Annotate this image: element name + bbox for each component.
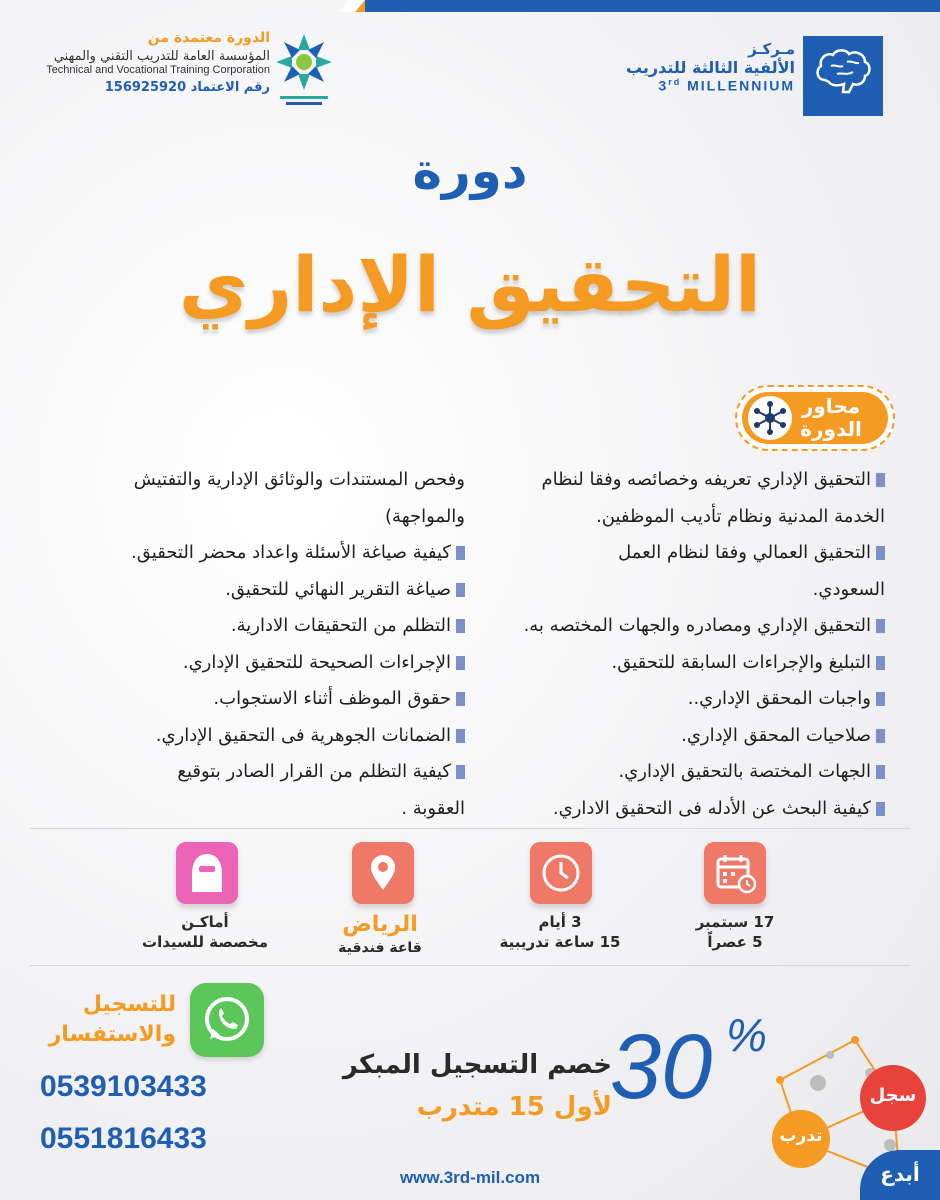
discount-condition: لأول 15 متدرب	[416, 1092, 612, 1122]
bullet-icon	[876, 656, 885, 670]
clock-icon	[530, 842, 592, 904]
accreditation-org-ar: المؤسسة العامة للتدريب التقني والمهني	[53, 49, 270, 64]
calendar-icon	[704, 842, 766, 904]
topic-item	[480, 535, 885, 572]
topic-text: التظلم من التحقيقات الادارية.	[230, 615, 451, 636]
topic-item	[480, 681, 885, 718]
topic-text: الجهات المختصة بالتحقيق الإداري.	[618, 761, 871, 782]
duration-info	[485, 912, 635, 952]
topic-text: كيفية البحث عن الأدله فى التحقيق الاداري.	[552, 797, 871, 819]
axes-label-line1: محاور	[801, 394, 861, 418]
topic-text: السعودي.	[812, 578, 885, 600]
duration-hours: 15 ساعة تدريبية	[499, 933, 621, 951]
contact-label-line2: والاستفسار	[48, 1022, 176, 1047]
bullet-icon	[456, 765, 465, 779]
location-pin-icon	[352, 842, 414, 904]
topic-text: الضمانات الجوهرية فى التحقيق الإداري.	[155, 724, 451, 746]
center-name-en-rest: MILLENNIUM	[681, 77, 795, 94]
topic-text: التحقيق العمالي وفقا لنظام العمل	[618, 542, 871, 563]
center-name-en-sup: rd	[668, 77, 682, 87]
duration-days: 3 أيام	[538, 913, 582, 931]
topic-item	[60, 499, 465, 536]
topics-left-column	[60, 462, 465, 827]
topic-item	[480, 645, 885, 682]
contact-label-line1: للتسجيل	[82, 992, 176, 1017]
brain-logo-icon	[803, 36, 883, 116]
topic-item	[60, 791, 465, 828]
bullet-icon	[456, 692, 465, 706]
bullet-icon	[876, 802, 885, 816]
center-name-en-num: 3	[658, 77, 669, 94]
topic-text: التبليغ والإجراءات السابقة للتحقيق.	[611, 651, 871, 673]
accreditation-number: رقم الاعتماد 156925920	[104, 80, 270, 95]
accreditation-block	[30, 30, 270, 95]
bullet-icon	[876, 546, 885, 560]
location-hall: قاعة فندقية	[338, 940, 422, 956]
topic-text: الإجراءات الصحيحة للتحقيق الإداري.	[182, 651, 451, 673]
topic-item	[60, 535, 465, 572]
center-name-block	[600, 40, 795, 94]
top-bar-blue	[365, 0, 940, 12]
course-title: التحقيق الإداري	[178, 240, 762, 329]
woman-icon	[176, 842, 238, 904]
topic-text: وفحص المستندات والوثائق الإدارية والتفتيش	[133, 469, 465, 490]
train-node	[772, 1110, 830, 1168]
topic-item	[480, 718, 885, 755]
topic-item	[480, 608, 885, 645]
divider	[30, 965, 910, 966]
topics-right-column	[480, 462, 885, 827]
phone-number-1[interactable]: 0539103433	[40, 1070, 207, 1103]
topic-item	[60, 754, 465, 791]
discount-percent-sign: %	[726, 1009, 767, 1061]
discount-label: خصم التسجيل المبكر	[342, 1050, 612, 1080]
topic-text: والمواجهة)	[385, 505, 465, 527]
topic-text: التحقيق الإداري تعريفه وخصائصه وفقا لنظام	[541, 469, 871, 490]
bullet-icon	[456, 656, 465, 670]
topic-item	[60, 608, 465, 645]
bullet-icon	[456, 619, 465, 633]
center-name-ar: الألفية الثالثة للتدريب	[625, 58, 795, 77]
topic-text: الخدمة المدنية ونظام تأديب الموظفين.	[596, 505, 885, 527]
date-day: 17 سبتمبر	[695, 913, 775, 931]
course-word: دورة	[412, 142, 528, 200]
topic-item	[60, 462, 465, 499]
tvtc-logo-icon	[272, 30, 336, 108]
topic-text: صياغة التقرير النهائي للتحقيق.	[225, 578, 451, 600]
course-axes-label	[786, 395, 876, 441]
discount-percent: 30	[610, 1016, 713, 1118]
create-node-label: أبدع	[880, 1162, 920, 1186]
topic-text: كيفية صياغة الأسئلة واعداد محضر التحقيق.	[131, 542, 451, 563]
topic-item	[480, 572, 885, 609]
date-info	[660, 912, 810, 952]
topic-text: كيفية التظلم من القرار الصادر بتوقيع	[177, 761, 451, 782]
topic-item	[60, 645, 465, 682]
topic-text: حقوق الموظف أثناء الاستجواب.	[213, 688, 451, 709]
register-node	[860, 1065, 926, 1131]
date-time: 5 عصراً	[707, 933, 763, 951]
accreditation-title: الدورة معتمدة من	[147, 30, 270, 46]
topic-item	[60, 572, 465, 609]
bullet-icon	[456, 546, 465, 560]
website-link[interactable]: www.3rd-mil.com	[399, 1168, 541, 1187]
topic-item	[480, 754, 885, 791]
location-info	[305, 912, 455, 958]
bullet-icon	[456, 583, 465, 597]
train-node-label: تدرب	[779, 1126, 823, 1146]
women-seats-line1: أماكـن	[181, 913, 229, 931]
bullet-icon	[876, 765, 885, 779]
topic-text: العقوبة .	[401, 797, 465, 819]
axes-label-line2: الدورة	[800, 417, 862, 441]
location-city: الرياض	[342, 912, 418, 937]
bullet-icon	[876, 619, 885, 633]
bullet-icon	[876, 692, 885, 706]
bullet-icon	[456, 729, 465, 743]
divider	[30, 828, 910, 829]
bullet-icon	[876, 729, 885, 743]
center-word: مـركـز	[748, 40, 795, 58]
topic-text: التحقيق الإداري ومصادره والجهات المختصه به.	[523, 615, 871, 636]
accreditation-org-en: Technical and Vocational Training Corporation	[46, 64, 270, 76]
topic-item	[480, 462, 885, 499]
women-seats-line2: مخصصة للسيدات	[142, 933, 268, 951]
topic-item	[480, 791, 885, 828]
bullet-icon	[876, 473, 885, 487]
women-seats-info	[130, 912, 280, 952]
topic-text: صلاحيات المحقق الإداري.	[681, 724, 871, 746]
topic-text: واجبات المحقق الإداري..	[687, 688, 871, 709]
course-axes-badge	[735, 385, 895, 451]
contact-label	[40, 990, 176, 1050]
topic-item	[60, 718, 465, 755]
topic-item	[480, 499, 885, 536]
center-name-en	[600, 77, 795, 94]
whatsapp-icon[interactable]	[190, 983, 264, 1057]
topic-item	[60, 681, 465, 718]
phone-number-2[interactable]: 0551816433	[40, 1122, 207, 1155]
register-node-label: سجل	[869, 1085, 917, 1106]
